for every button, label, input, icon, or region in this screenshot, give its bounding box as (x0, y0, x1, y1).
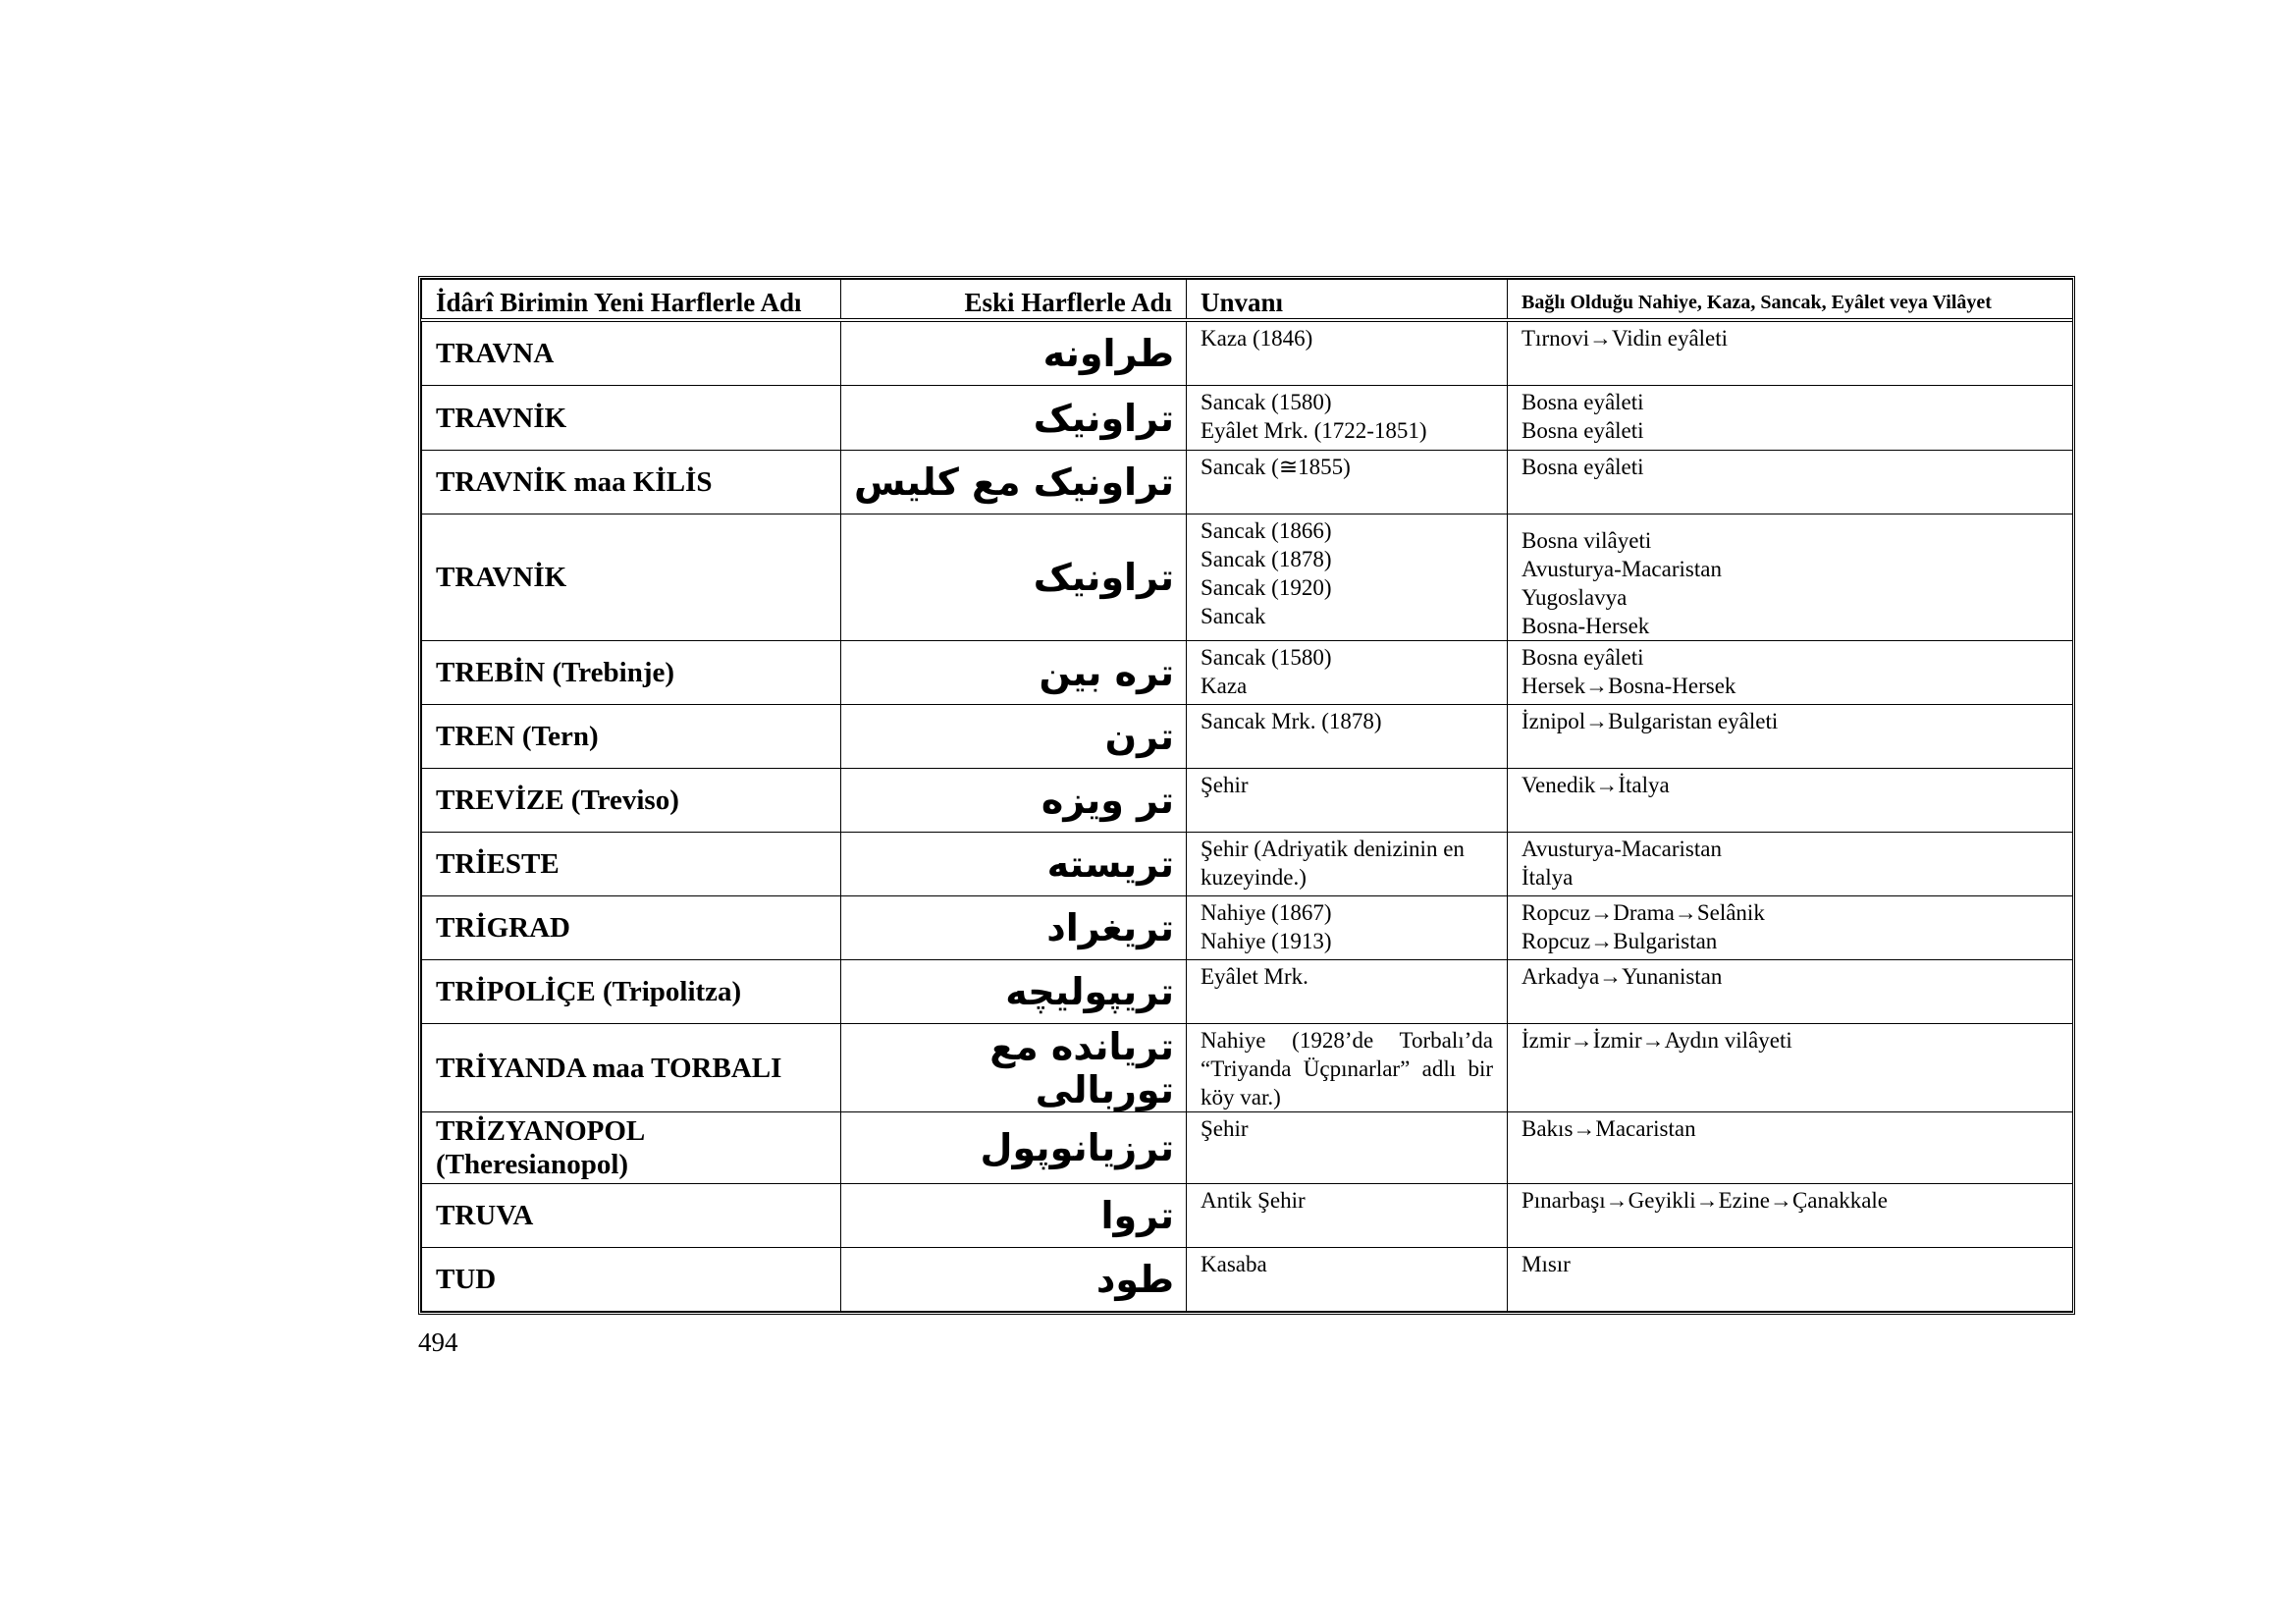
unvan-line: Nahiye (1928’de Torbalı’da “Triyanda Üçpınarlar” adlı bir köy var.) (1201, 1028, 1493, 1110)
unit-name: TREN (Tern) (422, 705, 841, 769)
unvan-cell (1187, 1248, 1508, 1312)
unvan-line: Sancak (≅1855) (1201, 455, 1351, 479)
unvan-line: Sancak (1866) (1201, 518, 1332, 543)
table-row (422, 514, 2073, 641)
old-script-name: ترياندە مع توربالى (841, 1024, 1187, 1112)
unvan-line: Sancak (1920) (1201, 575, 1332, 600)
unvan-line: Eyâlet Mrk. (1201, 964, 1308, 989)
table-row (422, 960, 2073, 1024)
unvan-cell (1187, 896, 1508, 960)
unvan-line: Nahiye (1913) (1201, 929, 1332, 953)
unvan-line: Şehir (1201, 773, 1249, 797)
header-bagli: Bağlı Olduğu Nahiye, Kaza, Sancak, Eyâlet veya Vilâyet (1508, 280, 2073, 321)
table-row (422, 833, 2073, 896)
old-script-name: تريپوليچه (841, 960, 1187, 1024)
unit-name: TRİESTE (422, 833, 841, 896)
table-row (422, 1024, 2073, 1112)
unvan-cell (1187, 1184, 1508, 1248)
unvan-line: Kasaba (1201, 1252, 1267, 1276)
unit-name: TREBİN (Trebinje) (422, 641, 841, 705)
header-old-script: Eski Harflerle Adı (841, 280, 1187, 321)
table-row (422, 1184, 2073, 1248)
unit-name: TREVİZE (Treviso) (422, 769, 841, 833)
unvan-cell (1187, 960, 1508, 1024)
table-row (422, 705, 2073, 769)
bagli-cell (1508, 705, 2073, 769)
unvan-cell (1187, 833, 1508, 896)
bagli-cell (1508, 960, 2073, 1024)
unvan-line: Sancak (1580) (1201, 645, 1332, 670)
unvan-cell (1187, 386, 1508, 451)
unit-name: TRİGRAD (422, 896, 841, 960)
unvan-line: Sancak (1878) (1201, 547, 1332, 571)
unit-name: TRAVNA (422, 320, 841, 386)
bagli-line: Bosna eyâleti (1522, 390, 1644, 414)
bagli-cell (1508, 896, 2073, 960)
header-unvan: Unvanı (1187, 280, 1508, 321)
bagli-line: İtalya (1522, 865, 1574, 890)
unit-name: TRİPOLİÇE (Tripolitza) (422, 960, 841, 1024)
table-row (422, 896, 2073, 960)
bagli-cell (1508, 641, 2073, 705)
unvan-line: Sancak Mrk. (1878) (1201, 709, 1382, 733)
bagli-line: Bakıs→Macaristan (1522, 1116, 1696, 1141)
unvan-line: Şehir (Adriyatik denizinin en kuzeyinde.) (1201, 837, 1465, 890)
unit-name: TUD (422, 1248, 841, 1312)
old-script-name: تراونيک (841, 386, 1187, 451)
bagli-line: Tırnovi→Vidin eyâleti (1522, 326, 1729, 351)
bagli-line: Ropcuz→Bulgaristan (1522, 929, 1718, 953)
bagli-line: Avusturya-Macaristan (1522, 557, 1722, 581)
unvan-cell (1187, 769, 1508, 833)
unvan-cell (1187, 1024, 1508, 1112)
old-script-name: طود (841, 1248, 1187, 1312)
unvan-line: Sancak (1201, 604, 1266, 628)
old-script-name: تراونيک مع کليس (841, 451, 1187, 514)
bagli-line: Bosna-Hersek (1522, 614, 1650, 638)
old-script-name: تروا (841, 1184, 1187, 1248)
bagli-line: Mısır (1522, 1252, 1571, 1276)
bagli-line: Venedik→İtalya (1522, 773, 1670, 797)
bagli-line: İznipol→Bulgaristan eyâleti (1522, 709, 1779, 733)
unit-name: TRAVNİK (422, 386, 841, 451)
old-script-name: ترزيانوپول (841, 1112, 1187, 1184)
unit-name: TRİYANDA maa TORBALI (422, 1024, 841, 1112)
table-row (422, 769, 2073, 833)
table-row (422, 1248, 2073, 1312)
bagli-cell (1508, 769, 2073, 833)
old-script-name: طراونه (841, 320, 1187, 386)
unvan-cell (1187, 705, 1508, 769)
old-script-name: ترن (841, 705, 1187, 769)
unvan-cell (1187, 320, 1508, 386)
unit-name: TRİZYANOPOL (Theresianopol) (422, 1112, 841, 1184)
unit-name: TRAVNİK (422, 514, 841, 641)
unvan-line: Nahiye (1867) (1201, 900, 1332, 925)
table-row (422, 386, 2073, 451)
old-script-name: تر ويزه (841, 769, 1187, 833)
bagli-line: İzmir→İzmir→Aydın vilâyeti (1522, 1028, 1792, 1053)
header-name: İdârî Birimin Yeni Harflerle Adı (422, 280, 841, 321)
bagli-cell (1508, 514, 2073, 641)
unvan-cell (1187, 1112, 1508, 1184)
bagli-line: Pınarbaşı→Geyikli→Ezine→Çanakkale (1522, 1188, 1889, 1213)
bagli-line: Ropcuz→Drama→Selânik (1522, 900, 1765, 925)
bagli-cell (1508, 320, 2073, 386)
bagli-cell (1508, 1248, 2073, 1312)
old-script-name: تراونيک (841, 514, 1187, 641)
bagli-cell (1508, 833, 2073, 896)
table-row (422, 451, 2073, 514)
unvan-cell (1187, 514, 1508, 641)
unvan-line: Kaza (1201, 674, 1248, 698)
old-script-name: تره بين (841, 641, 1187, 705)
bagli-cell (1508, 386, 2073, 451)
unit-name: TRAVNİK maa KİLİS (422, 451, 841, 514)
table-row (422, 1112, 2073, 1184)
bagli-cell (1508, 1184, 2073, 1248)
unvan-line: Sancak (1580) (1201, 390, 1332, 414)
unit-name: TRUVA (422, 1184, 841, 1248)
bagli-cell (1508, 1112, 2073, 1184)
bagli-line: Bosna eyâleti (1522, 418, 1644, 443)
unvan-line: Şehir (1201, 1116, 1249, 1141)
table-row (422, 641, 2073, 705)
bagli-line: Bosna eyâleti (1522, 645, 1644, 670)
page-number: 494 (418, 1327, 458, 1357)
unvan-line: Kaza (1846) (1201, 326, 1313, 351)
bagli-cell (1508, 1024, 2073, 1112)
unvan-cell (1187, 451, 1508, 514)
old-script-name: تريسته (841, 833, 1187, 896)
unvan-line: Eyâlet Mrk. (1722-1851) (1201, 418, 1427, 443)
table (421, 279, 2073, 1312)
bagli-line: Arkadya→Yunanistan (1522, 964, 1723, 989)
bagli-line: Bosna eyâleti (1522, 455, 1644, 479)
unvan-line: Antik Şehir (1201, 1188, 1306, 1213)
table-header-row (422, 280, 2073, 321)
bagli-line: Avusturya-Macaristan (1522, 837, 1722, 861)
gazetteer-table (418, 276, 2075, 1315)
old-script-name: تريغراد (841, 896, 1187, 960)
table-row (422, 320, 2073, 386)
bagli-cell (1508, 451, 2073, 514)
bagli-line: Bosna vilâyeti (1522, 528, 1652, 553)
bagli-line: Hersek→Bosna-Hersek (1522, 674, 1736, 698)
unvan-cell (1187, 641, 1508, 705)
bagli-line: Yugoslavya (1522, 585, 1628, 610)
